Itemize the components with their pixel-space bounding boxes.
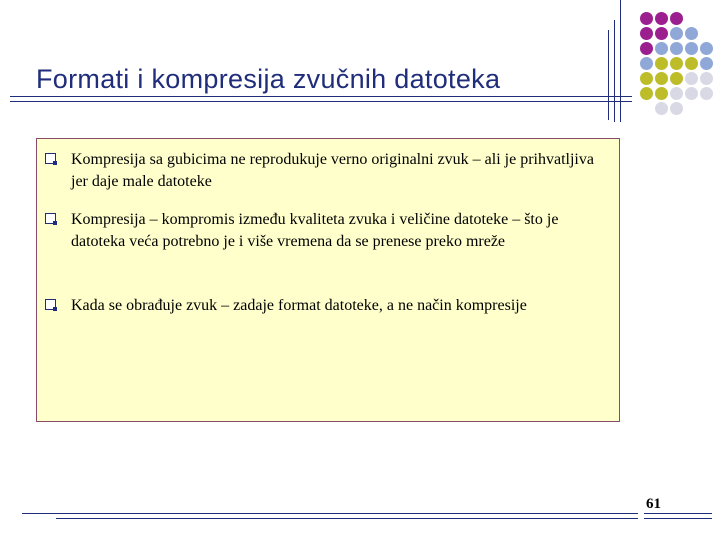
decorative-dot [685, 57, 698, 70]
bullet-text: Kada se obrađuje zvuk – zadaje format datoteke, a ne način kompresije [71, 297, 527, 314]
decorative-dot [640, 87, 653, 100]
decorative-dot [655, 102, 668, 115]
decorative-dot [670, 72, 683, 85]
decorative-dot [670, 42, 683, 55]
content-box [36, 138, 620, 422]
decorative-dot [700, 42, 713, 55]
footer-line-top [22, 513, 638, 514]
decorative-dot [700, 57, 713, 70]
footer-line-right-top [644, 513, 712, 514]
bullet-text: Kompresija sa gubicima ne reprodukuje verno originalni zvuk – ali je prihvatljiva jer daje male datoteke [71, 151, 594, 190]
dot-grid-decoration [640, 12, 720, 122]
decorative-dot [640, 57, 653, 70]
footer-line-bottom [56, 518, 638, 519]
bullet-text: Kompresija – kompromis između kvaliteta zvuka i veličine datoteke – što je datoteka veća potrebno je i više vremena da se prenese preko mreže [71, 211, 559, 250]
page-number: 61 [646, 496, 661, 512]
checkbox-bullet-icon [45, 153, 56, 164]
vertical-divider-1 [608, 30, 609, 120]
decorative-dot [685, 87, 698, 100]
decorative-dot [640, 27, 653, 40]
decorative-dot [670, 87, 683, 100]
vertical-divider-2 [614, 20, 615, 122]
decorative-dot [655, 12, 668, 25]
vertical-divider-3 [620, 0, 621, 122]
decorative-dot [655, 57, 668, 70]
decorative-dot [700, 87, 713, 100]
decorative-dot [655, 87, 668, 100]
decorative-dot [640, 12, 653, 25]
decorative-dot [685, 42, 698, 55]
slide-title: Formati i kompresija zvučnih datoteka [36, 64, 501, 94]
decorative-dot [700, 72, 713, 85]
title-underline-top [10, 96, 632, 97]
checkbox-bullet-icon [45, 299, 56, 310]
decorative-dot [670, 12, 683, 25]
decorative-dot [685, 72, 698, 85]
footer-line-right-bottom [644, 518, 712, 519]
decorative-dot [670, 102, 683, 115]
decorative-dot [655, 72, 668, 85]
decorative-dot [655, 27, 668, 40]
checkbox-bullet-icon [45, 213, 56, 224]
title-underline-bottom [10, 101, 632, 102]
decorative-dot [670, 27, 683, 40]
decorative-dot [640, 72, 653, 85]
decorative-dot [685, 27, 698, 40]
decorative-dot [640, 42, 653, 55]
decorative-dot [670, 57, 683, 70]
decorative-dot [655, 42, 668, 55]
